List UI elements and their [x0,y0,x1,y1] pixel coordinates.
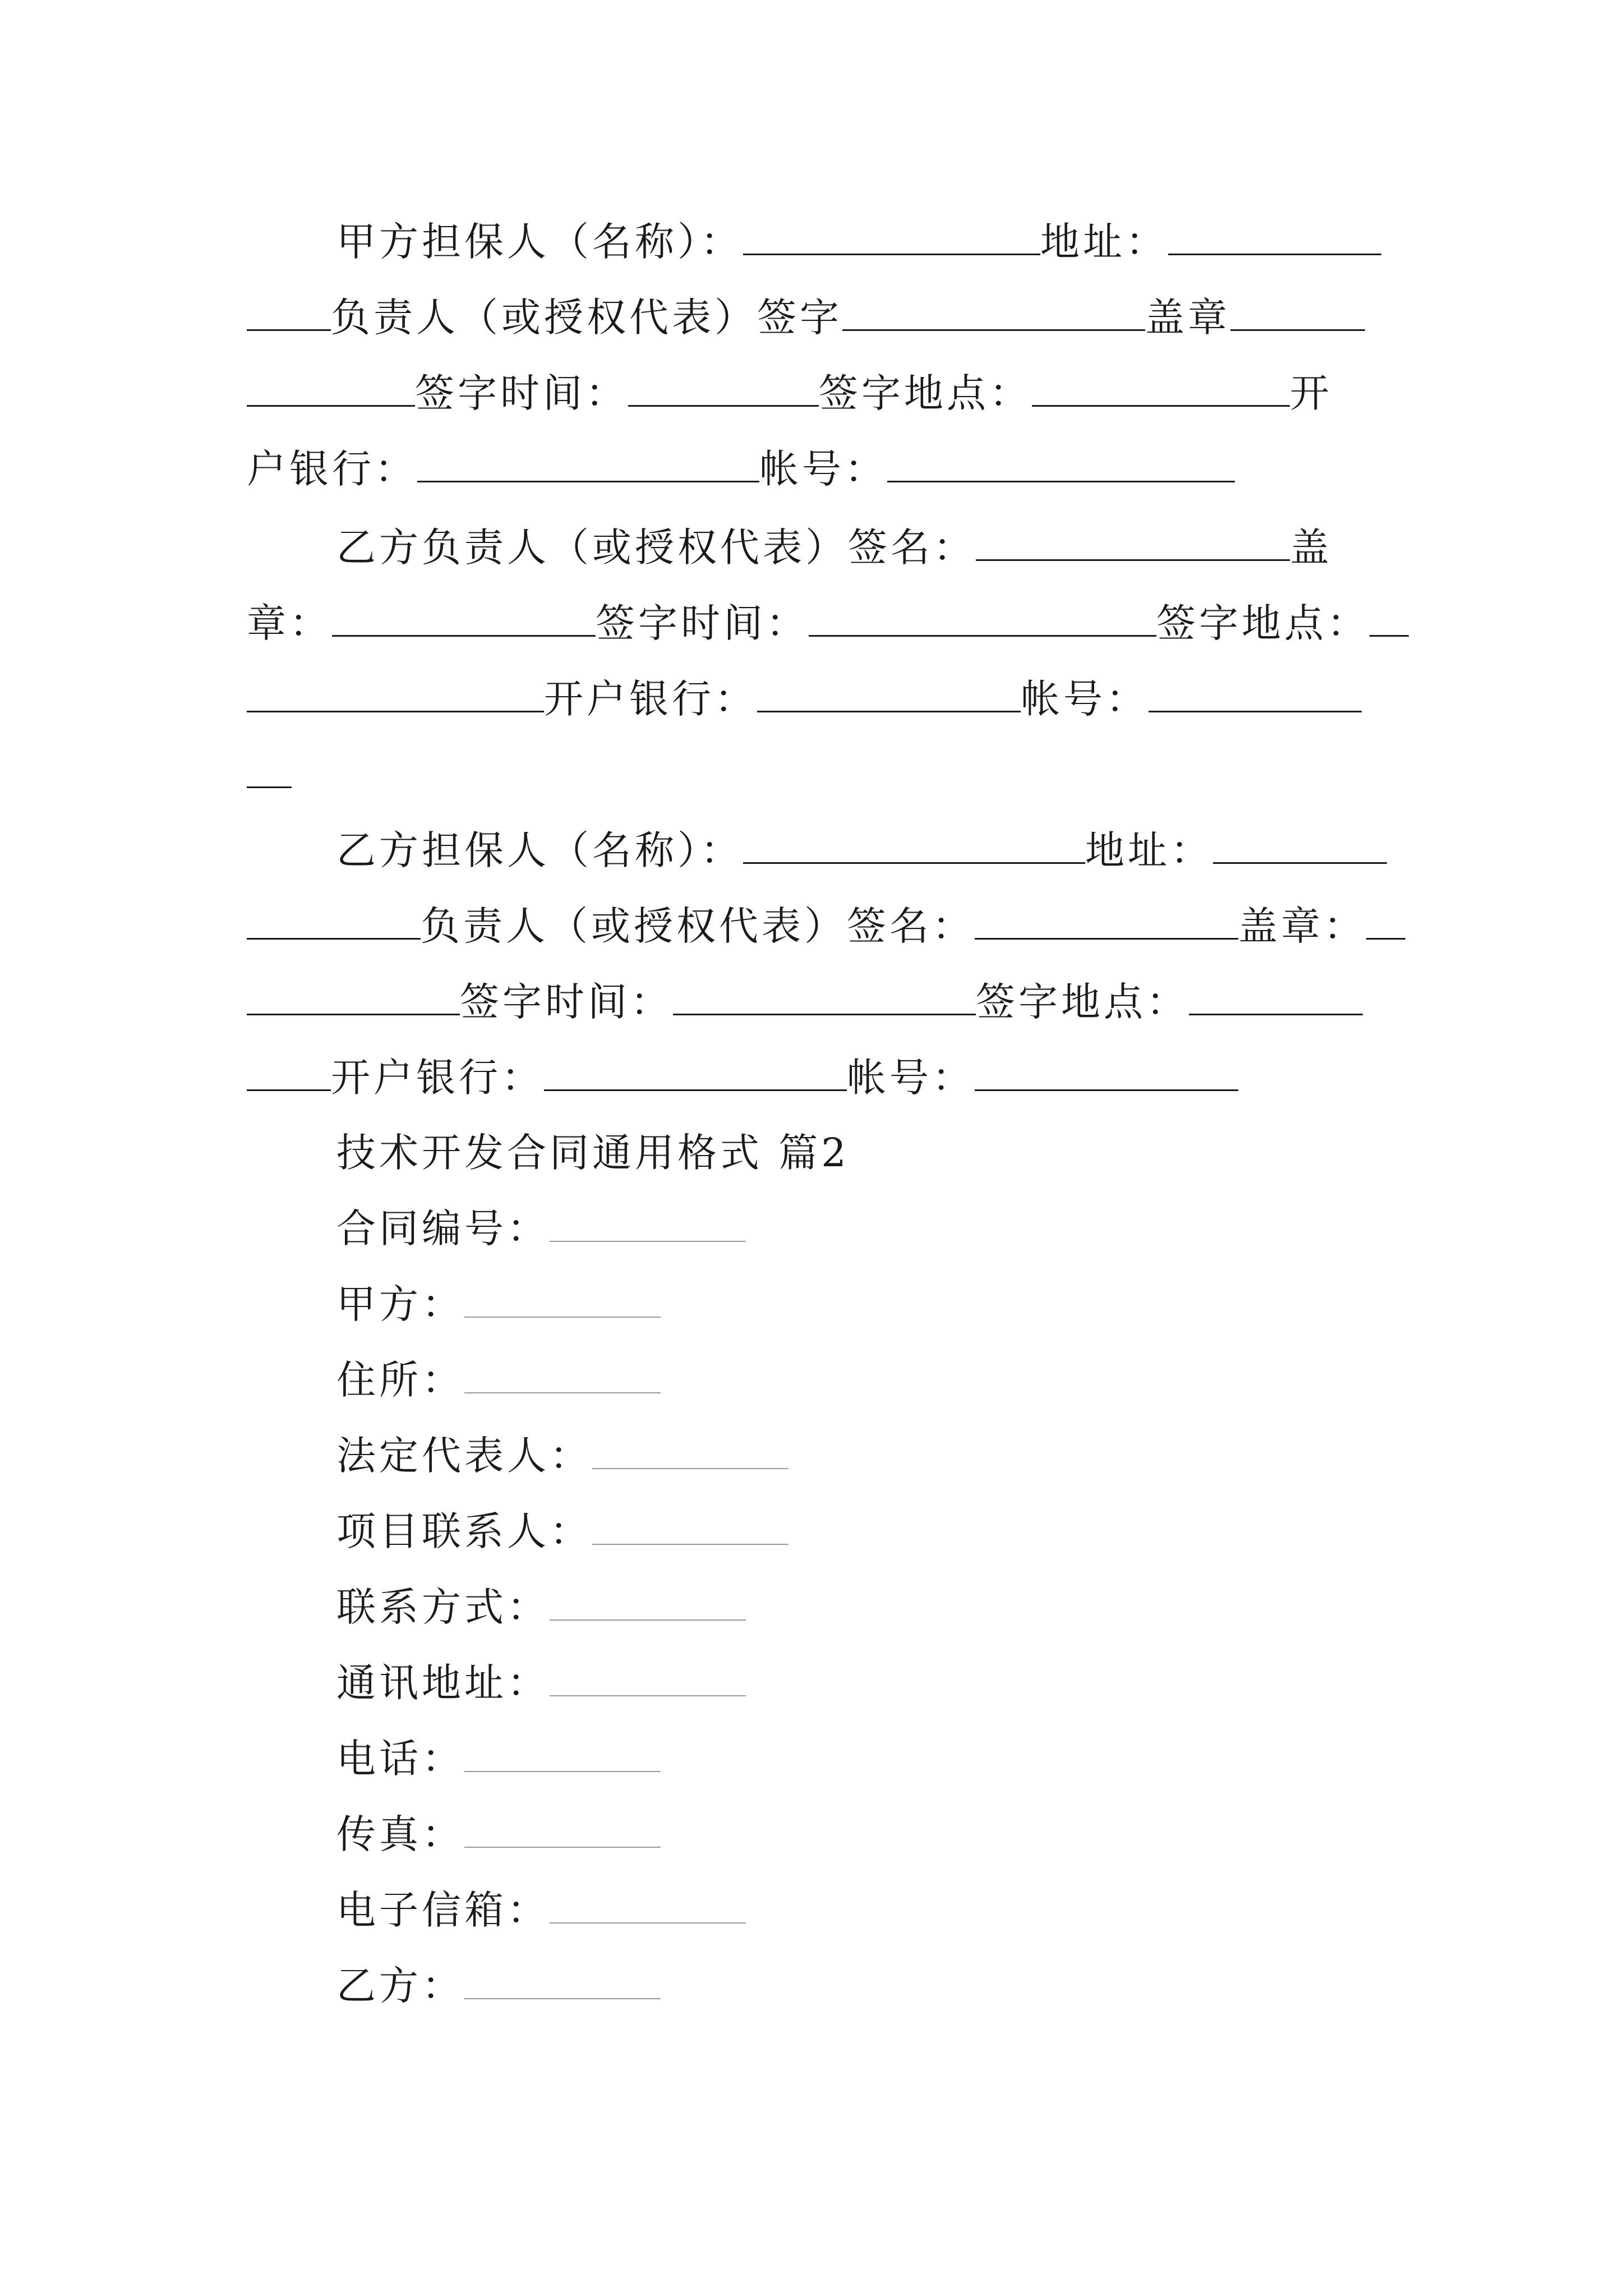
party-b-rep-account-label: 帐号： [1021,676,1149,722]
section-heading: 技术开发合同通用格式 篇2 [336,1130,850,1176]
party-b-rep-line-2 [247,600,1409,646]
party-a-seal-blank-cont[interactable] [247,370,415,407]
party-a-guarantor-address-label: 地址： [1040,219,1168,265]
party-a-account-blank[interactable] [887,446,1235,482]
party-a-guarantor-line-3 [247,370,1332,416]
party-b-seal-label: 盖章： [1238,903,1366,949]
field-label: 联系方式： [336,1584,550,1630]
party-b-rep-bank-blank[interactable] [757,676,1021,712]
party-b-guarantor-line-2 [247,903,1405,949]
field-blank[interactable] [550,1585,746,1621]
party-b-seal-blank[interactable] [1366,903,1405,940]
field-phone [336,1736,661,1781]
field-contact-method [336,1585,746,1630]
party-b-place-label: 签字地点： [976,979,1189,1025]
party-b-seal-blank-cont[interactable] [247,979,460,1015]
field-blank[interactable] [464,1736,661,1772]
party-b-guarantor-line-3 [247,979,1363,1024]
field-label: 项目联系人： [336,1508,592,1554]
field-blank[interactable] [550,1888,746,1924]
party-b-rep-sign-label: 乙方负责人（或授权代表）签名： [336,524,976,570]
party-b-account-blank[interactable] [975,1055,1238,1091]
party-b-guarantor-line-4 [247,1055,1238,1100]
field-blank[interactable] [592,1433,789,1469]
party-b-guarantor-address-blank-cont[interactable] [247,903,421,940]
party-a-signer-blank[interactable] [842,295,1145,331]
field-fax [336,1812,661,1857]
party-b-guarantor-address-label: 地址： [1085,827,1213,873]
party-b-bank-blank[interactable] [544,1055,847,1091]
party-b-rep-time-blank[interactable] [809,600,1156,637]
field-project-contact [336,1509,789,1554]
party-b-rep-account-blank[interactable] [1149,676,1362,712]
party-a-sign-time-label: 签字时间： [415,370,628,416]
field-label: 住所： [336,1357,464,1403]
field-label: 电话： [336,1736,464,1782]
party-a-signer-label: 负责人（或授权代表）签字 [331,295,842,341]
party-a-bank-blank[interactable] [417,446,759,482]
party-b-rep-place-blank[interactable] [1370,600,1409,637]
party-a-guarantor-address-blank[interactable] [1168,219,1381,255]
party-b-rep-account-blank-cont[interactable] [247,752,292,788]
party-b-guarantor-address-blank[interactable] [1213,827,1387,864]
field-label: 传真： [336,1811,464,1857]
party-a-sign-place-blank[interactable] [1032,370,1290,407]
field-blank[interactable] [550,1206,746,1242]
party-b-signer-label: 负责人（或授权代表）签名： [421,903,975,949]
party-a-bank-label: 户银行： [247,446,417,492]
party-b-rep-seal-prefix: 盖 [1290,524,1332,570]
field-blank[interactable] [464,1358,661,1393]
field-email [336,1888,746,1932]
field-blank[interactable] [464,1282,661,1318]
party-a-seal-label: 盖章 [1145,295,1230,341]
field-legal-representative [336,1433,789,1478]
party-b-guarantor-name-label: 乙方担保人（名称）： [336,827,743,873]
party-a-guarantor-address-blank-cont[interactable] [247,295,331,331]
party-b-guarantor-line-1 [336,827,1387,873]
party-b-guarantor-name-blank[interactable] [743,827,1085,864]
party-a-account-label: 帐号： [759,446,887,492]
party-b-time-label: 签字时间： [460,979,673,1025]
party-a-seal-blank[interactable] [1230,295,1365,331]
field-label: 乙方： [336,1963,464,2009]
party-b-rep-sign-blank[interactable] [976,524,1290,561]
field-residence [336,1358,661,1402]
party-b-rep-seal-label: 章： [247,600,332,646]
party-a-guarantor-line-4 [247,446,1235,491]
field-blank[interactable] [464,1812,661,1848]
party-b-place-blank-cont[interactable] [247,1055,331,1091]
party-b-account-label: 帐号： [847,1055,975,1101]
field-party-a [336,1282,661,1327]
party-b-rep-time-label: 签字时间： [596,600,809,646]
field-mailing-address [336,1660,746,1705]
field-label: 合同编号： [336,1205,550,1251]
party-a-guarantor-name-blank[interactable] [743,219,1040,255]
field-label: 电子信箱： [336,1887,550,1933]
field-blank[interactable] [550,1660,746,1696]
party-a-sign-time-blank[interactable] [628,370,819,407]
field-contract-number [336,1206,746,1251]
party-a-bank-prefix: 开 [1290,370,1332,416]
party-a-guarantor-line-1 [336,219,1381,264]
field-blank[interactable] [464,1963,661,1999]
field-blank[interactable] [592,1509,789,1545]
party-b-signer-blank[interactable] [975,903,1238,940]
field-label: 法定代表人： [336,1433,592,1479]
party-a-guarantor-name-label: 甲方担保人（名称）： [336,219,743,265]
party-b-rep-place-label: 签字地点： [1156,600,1370,646]
party-a-guarantor-line-2 [247,295,1365,340]
field-label: 通讯地址： [336,1660,550,1706]
party-b-rep-line-3 [247,676,1362,721]
party-b-rep-line-4 [247,752,292,797]
field-party-b [336,1963,661,2008]
party-b-rep-seal-blank[interactable] [332,600,596,637]
party-b-rep-place-blank-cont[interactable] [247,676,544,712]
party-b-time-blank[interactable] [673,979,976,1015]
party-a-sign-place-label: 签字地点： [819,370,1032,416]
party-b-bank-label: 开户银行： [331,1055,544,1101]
party-b-place-blank[interactable] [1189,979,1363,1015]
field-label: 甲方： [336,1281,464,1327]
party-b-rep-bank-label: 开户银行： [544,676,757,722]
party-b-rep-line-1 [336,524,1332,570]
